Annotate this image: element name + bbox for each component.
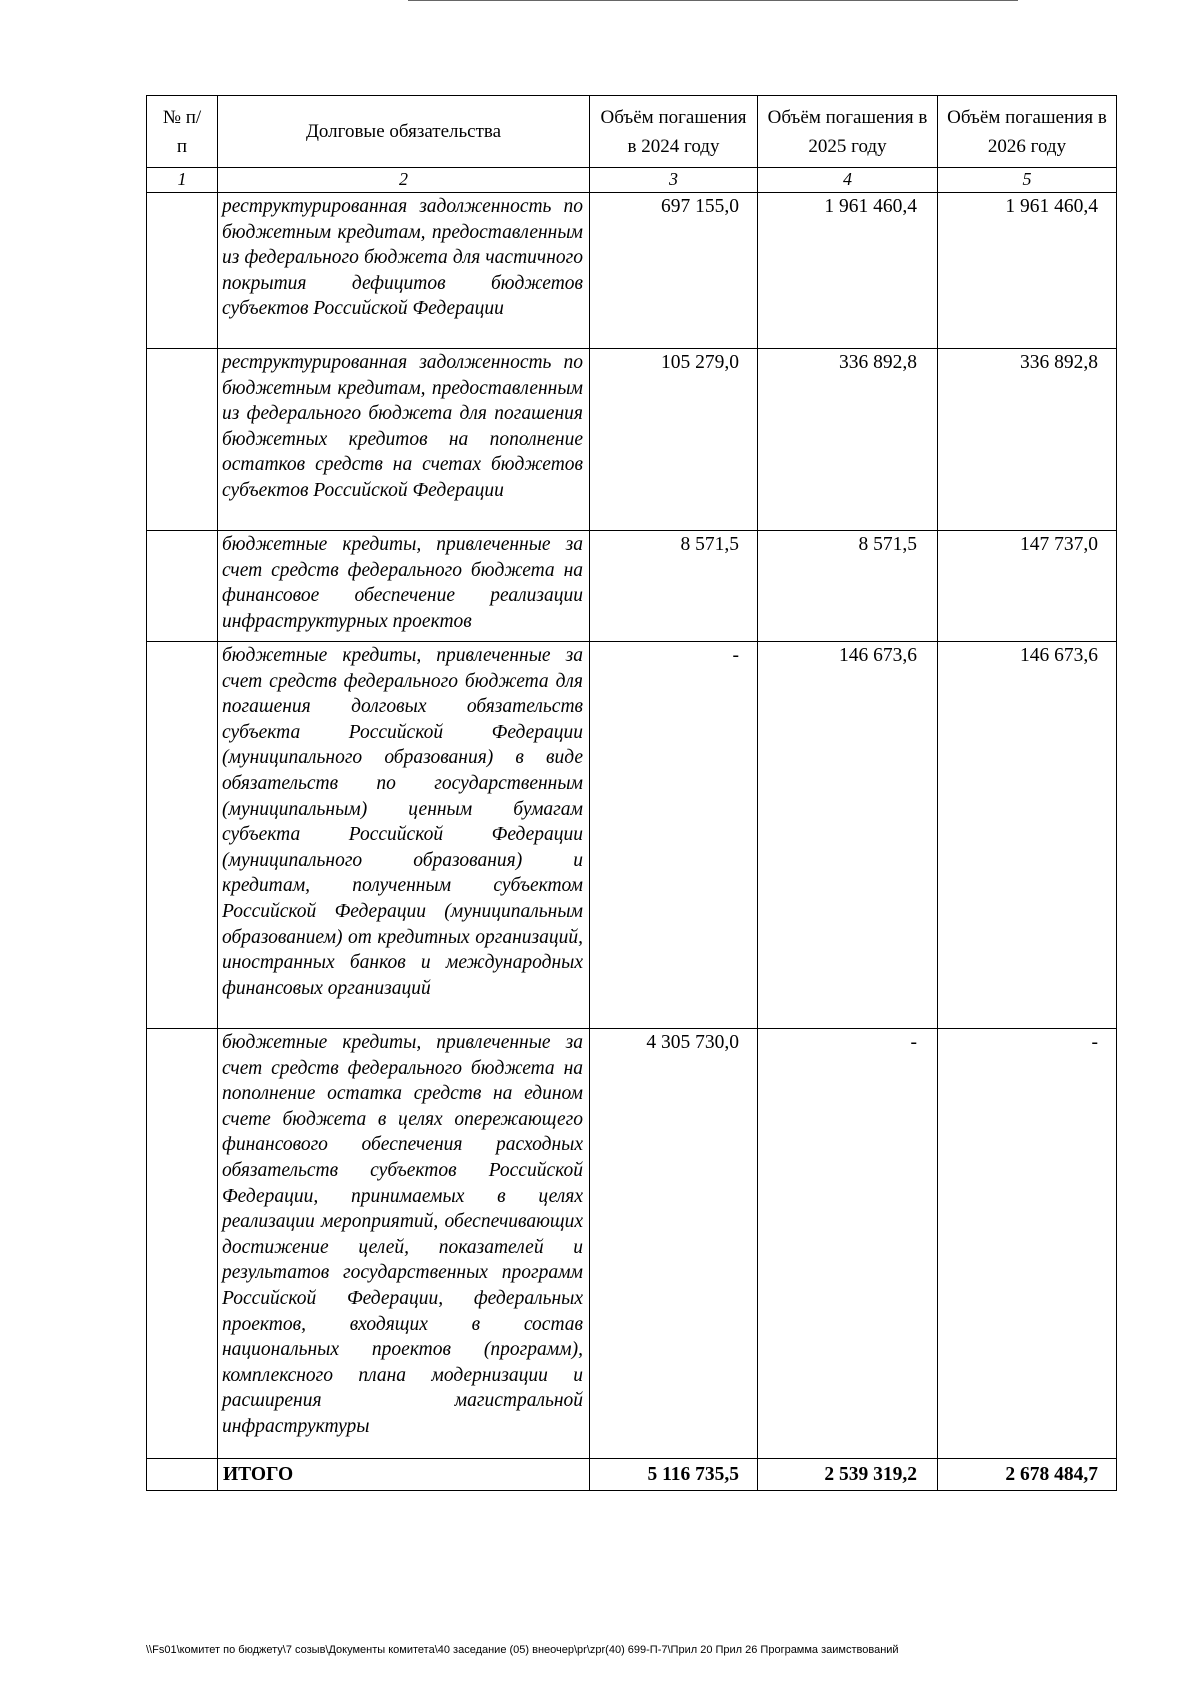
row-description: реструктурированная задолженность по бюджетным кредитам, предоставленным из федерального бюджета для погашения бюджетных кредитов на пополнение остатков средств на счетах бюджетов субъектов Российской Федерации [218,349,590,531]
row-num [147,193,218,349]
row-value-2024: - [590,642,758,1029]
row-value-2024: 4 305 730,0 [590,1029,758,1459]
row-num [147,642,218,1029]
column-number: 1 [147,168,218,193]
row-value-2025: 8 571,5 [758,531,938,642]
row-description: бюджетные кредиты, привлеченные за счет средств федерального бюджета для погашения долговых обязательств субъекта Российской Федерации (муниципального образования) в виде обязательств по государственным (муниципальным) ценным бумагам субъекта Российской Федерации (муниципального образования) и кредитам, полученным субъектом Российской Федерации (муниципальным образованием) от кредитных организаций, иностранных банков и международных финансовых организаций [218,642,590,1029]
row-num [147,1029,218,1459]
header-2024: Объём погашения в 2024 году [590,96,758,168]
total-value-2026: 2 678 484,7 [938,1459,1117,1491]
column-number-row [147,168,1117,193]
borrowings-table-container [146,95,1117,1491]
column-number: 4 [758,168,938,193]
row-value-2026: 336 892,8 [938,349,1117,531]
header-2026: Объём погашения в 2026 году [938,96,1117,168]
row-value-2024: 697 155,0 [590,193,758,349]
table-header-row [147,96,1117,168]
total-row [147,1459,1117,1491]
total-value-2024: 5 116 735,5 [590,1459,758,1491]
row-value-2025: 1 961 460,4 [758,193,938,349]
row-num [147,349,218,531]
row-description: бюджетные кредиты, привлеченные за счет средств федерального бюджета на финансовое обеспечение реализации инфраструктурных проектов [218,531,590,642]
top-edge-rule [408,0,1018,1]
table-row [147,531,1117,642]
table-row [147,193,1117,349]
total-label: ИТОГО [218,1459,590,1491]
table-row [147,349,1117,531]
table-row [147,642,1117,1029]
total-value-2025: 2 539 319,2 [758,1459,938,1491]
row-value-2026: 1 961 460,4 [938,193,1117,349]
row-value-2025: 336 892,8 [758,349,938,531]
row-description: бюджетные кредиты, привлеченные за счет средств федерального бюджета на пополнение остатка средств на едином счете бюджета в целях опережающего финансового обеспечения расходных обязательств субъектов Российской Федерации, принимаемых в целях реализации мероприятий, обеспечивающих достижение целей, показателей и результатов государственных программ Российской Федерации, федеральных проектов, входящих в состав национальных проектов (программ), комплексного плана модернизации и расширения магистральной инфраструктуры [218,1029,590,1459]
column-number: 3 [590,168,758,193]
header-num: № п/п [147,96,218,168]
column-number: 5 [938,168,1117,193]
row-num [147,531,218,642]
row-value-2024: 105 279,0 [590,349,758,531]
table-row [147,1029,1117,1459]
row-value-2026: 146 673,6 [938,642,1117,1029]
row-value-2026: - [938,1029,1117,1459]
header-obligations: Долговые обязательства [218,96,590,168]
row-value-2026: 147 737,0 [938,531,1117,642]
row-description: реструктурированная задолженность по бюджетным кредитам, предоставленным из федерального бюджета для частичного покрытия дефицитов бюджетов субъектов Российской Федерации [218,193,590,349]
footer-file-path: \\Fs01\комитет по бюджету\7 созыв\Документы комитета\40 заседание (05) внеочер\pr\zpr(40) 699-П-7\Прил 20 Прил 26 Программа заимствований [146,1644,899,1656]
debt-repayment-table [146,95,1117,1491]
row-value-2024: 8 571,5 [590,531,758,642]
total-num [147,1459,218,1491]
row-value-2025: 146 673,6 [758,642,938,1029]
row-value-2025: - [758,1029,938,1459]
column-number: 2 [218,168,590,193]
header-2025: Объём погашения в 2025 году [758,96,938,168]
